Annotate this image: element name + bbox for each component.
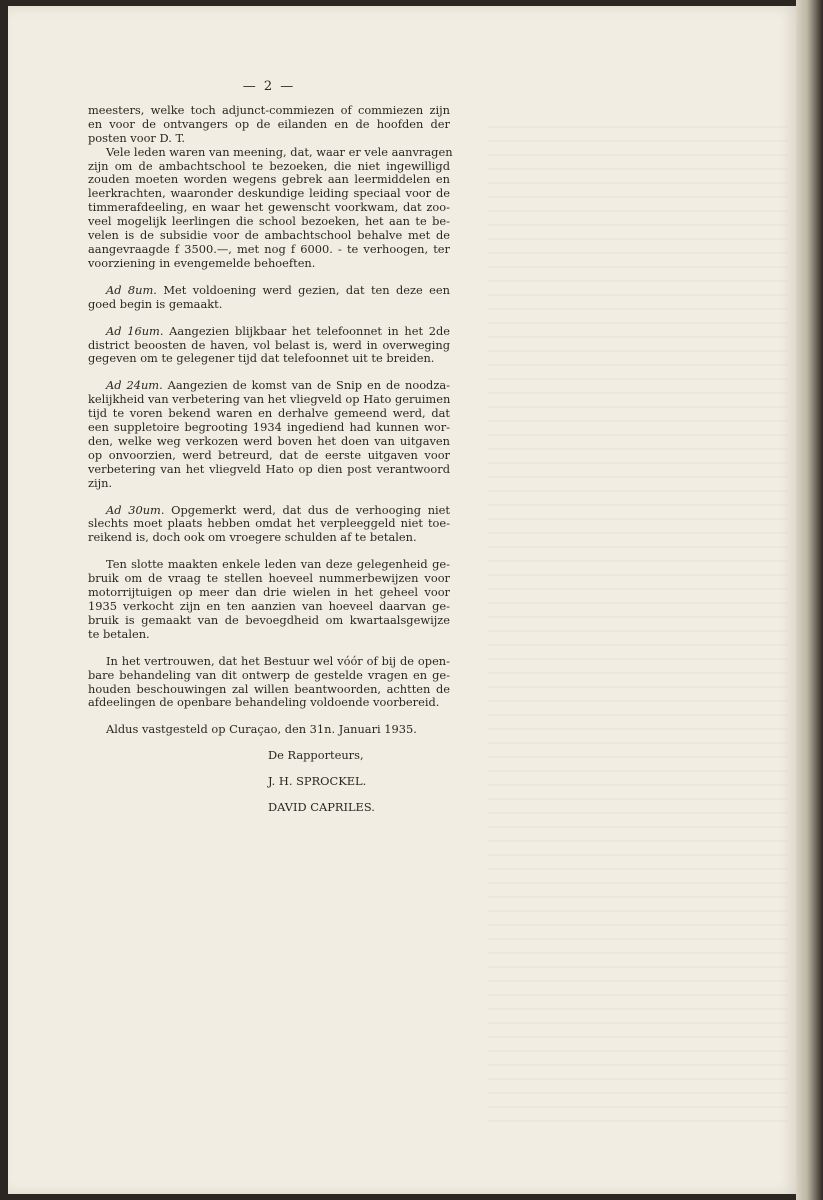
text-line — [88, 284, 450, 298]
text-line: tijd te voren bekend waren en derhalve gemeend werd, dat — [88, 406, 450, 421]
text-line: zijn. — [88, 475, 113, 490]
text-line — [88, 325, 450, 339]
book-spine-edge — [796, 0, 823, 1200]
signatory-2: DAVID CAPRILES. — [268, 800, 375, 815]
text-line: velen is de subsidie voor de ambachtschool behalve met de — [88, 228, 450, 243]
bleed-through-texture — [488, 126, 788, 1126]
text-fragment: Aangezien de komst van de Snip en de noodza- — [167, 378, 450, 393]
text-line: op onvoorzien, werd betreurd, dat de eerste uitgaven voor — [88, 447, 450, 462]
text-line: en voor de ontvangers op de eilanden en de hoofden der — [88, 116, 450, 131]
signatory-1: J. H. SPROCKEL. — [268, 774, 367, 789]
text-line: houden beschouwingen zal willen beantwoorden, achtten de — [88, 681, 450, 696]
text-line: bare behandeling van dit ontwerp de gestelde vragen en ge- — [88, 667, 450, 682]
text-fragment: Aangezien blijkbaar het telefoonnet in het 2de — [169, 323, 450, 338]
text-line: In het vertrouwen, dat het Bestuur wel vóór of bij de open- — [106, 653, 450, 668]
text-line: kelijkheid van verbetering van het vliegveld op Hato geruimen — [88, 392, 451, 407]
text-line: voorziening in evengemelde behoeften. — [88, 255, 316, 270]
text-line: 1935 verkocht zijn en ten aanzien van hoeveel daarvan ge- — [88, 599, 450, 613]
text-line: bruik om de vraag te stellen hoeveel nummerbewijzen voor — [88, 571, 450, 586]
paragraph-2 — [88, 144, 453, 271]
text-line: goed begin is gemaakt. — [88, 296, 223, 311]
text-line: meesters, welke toch adjunct-commiezen of commiezen zijn — [88, 102, 450, 117]
text-line: slechts moet plaats hebben omdat het verpleeggeld niet toe- — [88, 516, 450, 531]
ad-label: Ad 24um. — [106, 378, 163, 393]
text-line: Vele leden waren van meening, dat, waar er vele aanvragen — [106, 144, 453, 159]
text-line: een suppletoire begrooting 1934 ingediend had kunnen wor- — [88, 420, 450, 435]
paragraph-ad-30 — [88, 504, 450, 546]
text-line: aangevraagde f 3500.—, met nog f 6000. - te verhoogen, ter — [88, 241, 450, 256]
text-fragment: Opgemerkt werd, dat dus de verhooging niet — [171, 502, 451, 517]
ad-label: Ad 16um. — [106, 323, 164, 338]
text-line: afdeelingen de openbare behandeling voldoende voorbereid. — [88, 695, 440, 710]
text-line — [88, 379, 450, 393]
paragraph-ad-24 — [88, 379, 450, 490]
paragraph-1 — [88, 104, 450, 146]
paragraph-ad-16 — [88, 325, 450, 367]
text-line: den, welke weg verkozen werd boven het doen van uitgaven — [88, 433, 450, 448]
paragraph-ten-slotte — [88, 558, 450, 641]
ad-label: Ad 8um. — [106, 282, 157, 297]
text-fragment: Met voldoening werd gezien, dat ten deze een — [163, 282, 450, 297]
paragraph-ad-8 — [88, 284, 450, 312]
text-line: verbetering van het vliegveld Hato op dien post verantwoord — [88, 461, 450, 476]
text-line: timmerafdeeling, en waar het gewenscht voorkwam, dat zoo- — [88, 200, 450, 215]
text-line: zijn om de ambachtschool te bezoeken, die niet ingewilligd — [88, 158, 450, 173]
text-line — [88, 504, 450, 518]
text-line: gegeven om te gelegener tijd dat telefoonnet uit te breiden. — [88, 351, 435, 366]
text-line: Ten slotte maakten enkele leden van deze gelegenheid ge- — [106, 557, 450, 572]
ad-label: Ad 30um. — [106, 502, 165, 517]
signature-block — [88, 723, 450, 815]
text-line: veel mogelijk leerlingen die school bezoeken, het aan te be- — [88, 214, 450, 229]
text-line: te betalen. — [88, 626, 150, 641]
page-number: — 2 — — [242, 79, 296, 94]
text-line: zouden moeten worden wegens gebrek aan leermiddelen en — [88, 172, 450, 187]
closing-line: Aldus vastgesteld op Curaçao, den 31n. Januari 1935. — [106, 722, 417, 737]
document-page — [8, 6, 796, 1194]
text-line: reikend is, doch ook om vroegere schulden af te betalen. — [88, 530, 417, 545]
text-line: bruik is gemaakt van de bevoegdheid om kwartaalsgewijze — [88, 612, 450, 627]
paragraph-vertrouwen — [88, 655, 450, 711]
text-line: leerkrachten, waaronder deskundige leiding speciaal voor de — [88, 186, 450, 201]
page-content — [88, 79, 453, 815]
text-line: posten voor D. T. — [88, 130, 185, 145]
text-line: motorrijtuigen op meer dan drie wielen in het geheel voor — [88, 585, 450, 600]
signatories-label: De Rapporteurs, — [268, 748, 364, 763]
text-line: district beoosten de haven, vol belast is, werd in overweging — [88, 337, 450, 352]
